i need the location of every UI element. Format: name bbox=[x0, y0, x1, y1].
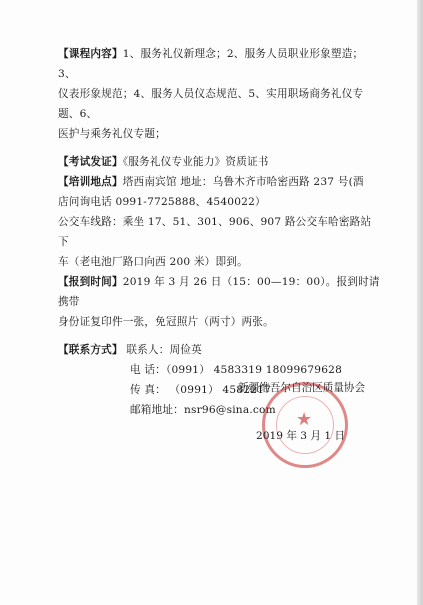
course-line-2: 仪表形象规范；4、服务人员仪态规范、5、实用职场商务礼仪专题、6、 bbox=[58, 88, 364, 120]
report-section bbox=[58, 272, 380, 332]
report-text-1: 2019 年 3 月 26 日（15：00—19：00）。报到时请携带 bbox=[58, 276, 380, 308]
course-text-1: 1、服务礼仪新理念；2、服务人员职业形象塑造；3、 bbox=[58, 48, 364, 80]
report-label: 【报到时间】 bbox=[58, 276, 123, 288]
venue-section bbox=[58, 172, 380, 272]
venue-line-1 bbox=[58, 172, 380, 192]
report-line-1 bbox=[58, 272, 380, 312]
issuing-organization: 新疆维吾尔自治区质量协会 bbox=[238, 382, 366, 394]
contact-person: 联系人：周俭英 bbox=[126, 344, 202, 356]
contact-fax: 传 真： （0991） 4582217 bbox=[130, 384, 272, 396]
course-section bbox=[58, 44, 380, 144]
exam-label: 【考试发证】 bbox=[58, 156, 123, 168]
course-line-3: 医护与乘务礼仪专题； bbox=[58, 128, 166, 140]
course-line-1 bbox=[58, 44, 380, 84]
report-line-2: 身份证复印件一张，免冠照片（两寸）两张。 bbox=[58, 316, 274, 328]
venue-line-2: 店问询电话 0991-7725888、4540022） bbox=[58, 196, 266, 208]
issue-date: 2019 年 3 月 1 日 bbox=[256, 430, 346, 442]
exam-text: 《服务礼仪专业能力》资质证书 bbox=[122, 156, 269, 168]
venue-label: 【培训地点】 bbox=[58, 176, 123, 188]
course-label: 【课程内容】 bbox=[58, 48, 123, 60]
seal-star-icon: ★ bbox=[296, 409, 313, 430]
contact-phone: 电 话：（0991） 4583319 18099679628 bbox=[130, 364, 343, 376]
exam-section bbox=[58, 152, 380, 172]
contact-label: 【联系方式】 bbox=[58, 344, 123, 356]
contact-person-row bbox=[58, 340, 380, 360]
venue-line-4: 车（老电池厂路口向西 200 米）即到。 bbox=[58, 256, 248, 268]
page-edge bbox=[417, 0, 423, 605]
document-body bbox=[58, 44, 380, 420]
contact-email: 邮箱地址：nsr96@sina.com bbox=[130, 404, 276, 416]
venue-line-3: 公交车线路：乘坐 17、51、301、906、907 路公交车哈密路站下 bbox=[58, 216, 372, 248]
venue-text-1: 塔西南宾馆 地址：乌鲁木齐市哈密西路 237 号(酒 bbox=[122, 176, 364, 188]
